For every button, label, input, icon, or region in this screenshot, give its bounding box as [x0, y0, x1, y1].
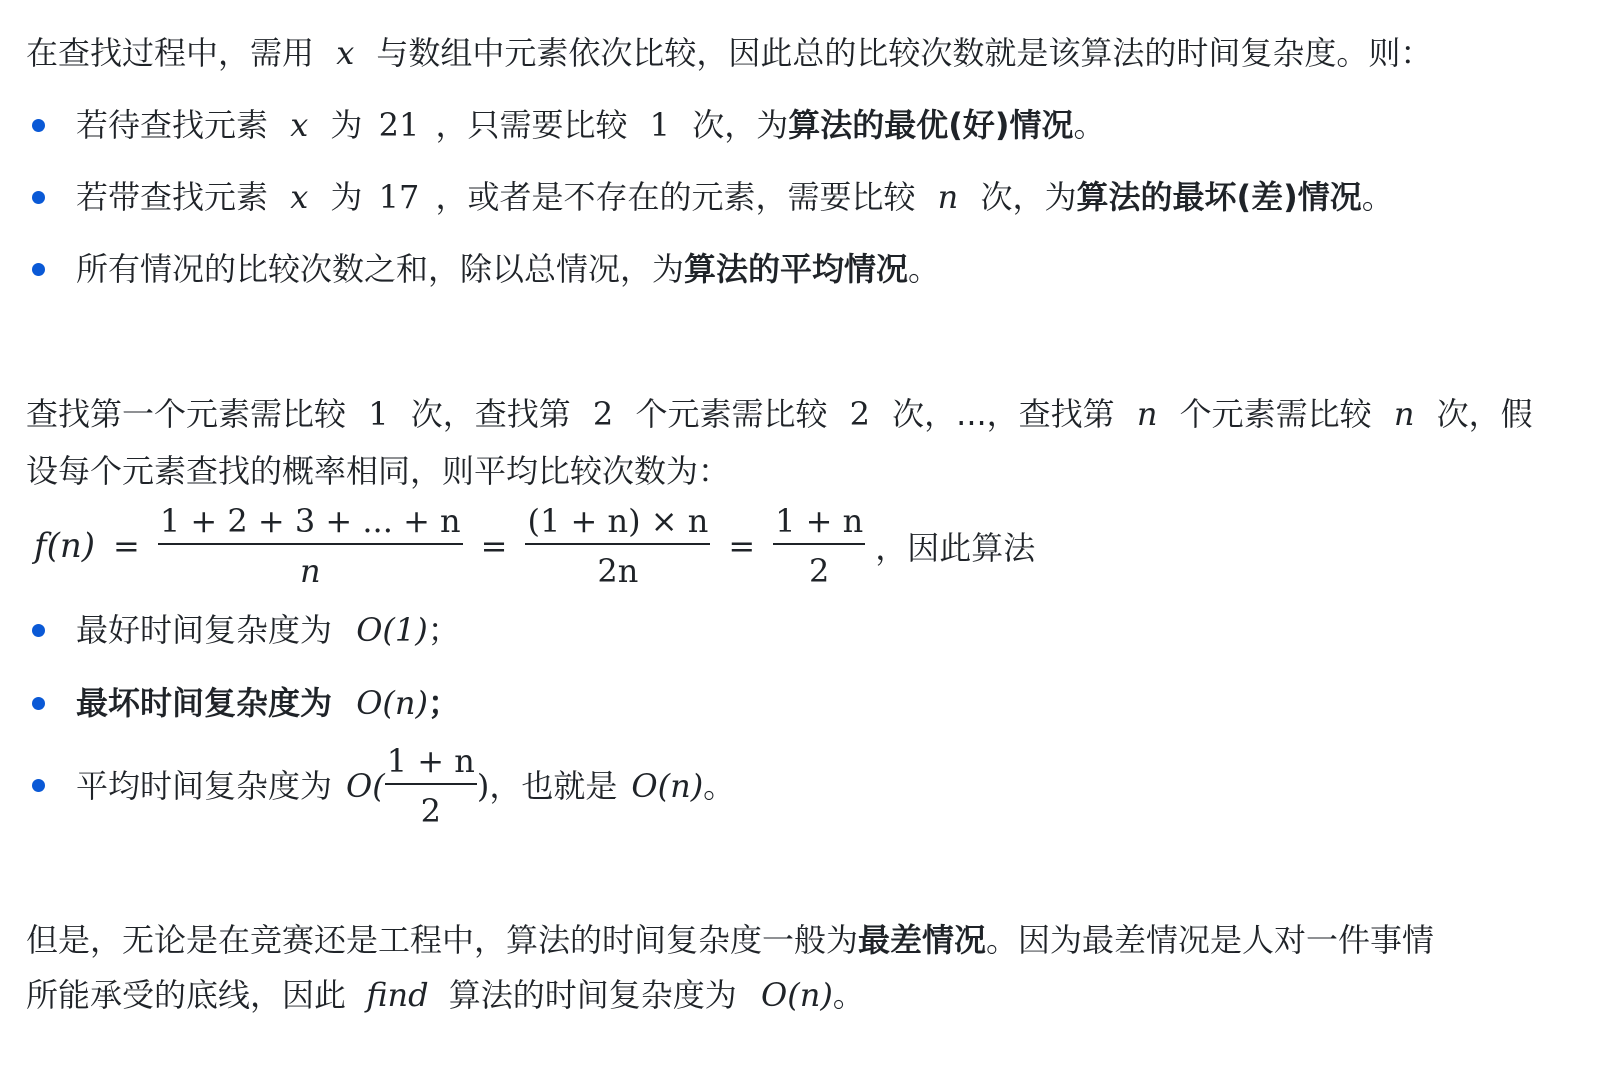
- paragraph-text: 个元素需比较: [1179, 395, 1372, 433]
- paragraph-text: 次，...，查找第: [892, 395, 1115, 433]
- list-text: 次，为: [980, 178, 1077, 216]
- big-o-expression: O(n): [760, 976, 833, 1014]
- conclusion-paragraph: [26, 920, 1434, 960]
- fraction-denominator: 2: [420, 792, 441, 830]
- paragraph-text: 算法的时间复杂度为: [448, 976, 737, 1014]
- fraction-denominator: n: [299, 552, 321, 590]
- big-o-expression: O(: [346, 767, 385, 805]
- list-text: 。: [1073, 106, 1106, 144]
- fraction-sum-over-n: [158, 503, 463, 589]
- intro-text: 在查找过程中，需用: [26, 34, 315, 72]
- math-var-n: n: [937, 178, 959, 216]
- math-number: 1: [368, 395, 389, 433]
- fraction-numerator: 1 + n: [385, 743, 477, 785]
- math-number: 1: [649, 106, 671, 144]
- big-o-expression: O(n): [631, 767, 704, 805]
- list-bullet: [32, 191, 45, 204]
- math-number: 2: [849, 395, 870, 433]
- list-item-best-case: [76, 105, 1106, 145]
- list-text: 若待查找元素: [76, 106, 269, 144]
- list-item-worst-complexity: [76, 683, 460, 723]
- math-var-x: x: [290, 178, 309, 216]
- list-text: ，也就是: [489, 767, 618, 805]
- function-name-find: find: [366, 976, 429, 1014]
- list-item-best-complexity: [76, 610, 460, 650]
- paragraph-text: 设每个元素查找的概率相同，则平均比较次数为：: [26, 452, 731, 490]
- equals-sign: =: [113, 527, 140, 565]
- paragraph-text: 次，假: [1436, 395, 1533, 433]
- paragraph-text: 个元素需比较: [635, 395, 828, 433]
- equals-sign: =: [480, 527, 508, 565]
- fraction-numerator: (1 + n) × n: [525, 503, 710, 545]
- list-text: 若带查找元素: [76, 178, 269, 216]
- list-item-worst-case: [76, 177, 1394, 217]
- equals-sign: =: [728, 527, 756, 565]
- paragraph-text: 。: [832, 976, 865, 1014]
- list-text: ，只需要比较: [435, 106, 628, 144]
- math-var-x: x: [336, 34, 355, 72]
- paragraph-text: 次，查找第: [410, 395, 571, 433]
- fraction-average: [385, 743, 477, 829]
- intro-paragraph: [26, 33, 1432, 73]
- list-text: ；: [427, 611, 460, 649]
- list-item-average-complexity: [76, 740, 735, 832]
- list-text: ，或者是不存在的元素，需要比较: [435, 178, 916, 216]
- bold-text: 最差情况: [858, 921, 987, 959]
- bold-text: 算法的最优(好)情况: [788, 106, 1074, 144]
- bold-text: 算法的最坏(差)情况: [1076, 178, 1362, 216]
- list-bullet: [32, 697, 45, 710]
- average-formula: [30, 498, 1039, 594]
- big-o-expression-close: ): [476, 767, 490, 805]
- list-text: 为: [330, 178, 363, 216]
- list-item-average-case: [76, 249, 940, 289]
- fraction-numerator: 1 + 2 + 3 + ... + n: [158, 503, 463, 545]
- list-text: 。: [1361, 178, 1394, 216]
- bold-text: 算法的平均情况: [684, 250, 909, 288]
- fraction-denominator: 2: [809, 552, 830, 590]
- fraction-numerator: 1 + n: [773, 503, 865, 545]
- conclusion-paragraph-line2: [26, 975, 865, 1015]
- formula-lhs: f(n): [34, 526, 96, 566]
- bold-text: 最坏时间复杂度为: [76, 684, 333, 722]
- list-text: 。: [908, 250, 941, 288]
- list-text: 所有情况的比较次数之和，除以总情况，为: [76, 250, 685, 288]
- big-o-expression: O(1): [356, 611, 428, 649]
- bold-text: ；: [428, 684, 461, 722]
- fraction-denominator: 2n: [597, 552, 639, 590]
- list-bullet: [32, 779, 45, 792]
- math-number: 2: [592, 395, 614, 433]
- math-number: 17: [378, 178, 420, 216]
- list-text: 为: [330, 106, 363, 144]
- formula-tail-text: ，因此算法: [875, 529, 1036, 567]
- intro-text-end: 与数组中元素依次比较，因此总的比较次数就是该算法的时间复杂度。则：: [376, 34, 1433, 72]
- math-var-x: x: [290, 106, 309, 144]
- fraction-product-over-2n: [525, 503, 710, 589]
- paragraph-text: 查找第一个元素需比较: [26, 395, 347, 433]
- analysis-paragraph: [26, 394, 1533, 434]
- math-var-n: n: [1136, 395, 1158, 433]
- list-bullet: [32, 263, 45, 276]
- big-o-expression: O(n): [356, 684, 428, 722]
- list-text: 最好时间复杂度为: [76, 611, 333, 649]
- analysis-paragraph-line2: [26, 451, 730, 491]
- math-number: 21: [378, 106, 420, 144]
- list-text: 。: [703, 767, 736, 805]
- list-text: 平均时间复杂度为: [76, 767, 333, 805]
- paragraph-text: 但是，无论是在竞赛还是工程中，算法的时间复杂度一般为: [26, 921, 859, 959]
- paragraph-text: 所能承受的底线，因此: [26, 976, 347, 1014]
- math-var-n: n: [1393, 395, 1415, 433]
- fraction-result: [773, 503, 865, 589]
- paragraph-text: 。因为最差情况是人对一件事情: [986, 921, 1435, 959]
- list-bullet: [32, 624, 45, 637]
- list-text: 次，为: [692, 106, 789, 144]
- list-bullet: [32, 119, 45, 132]
